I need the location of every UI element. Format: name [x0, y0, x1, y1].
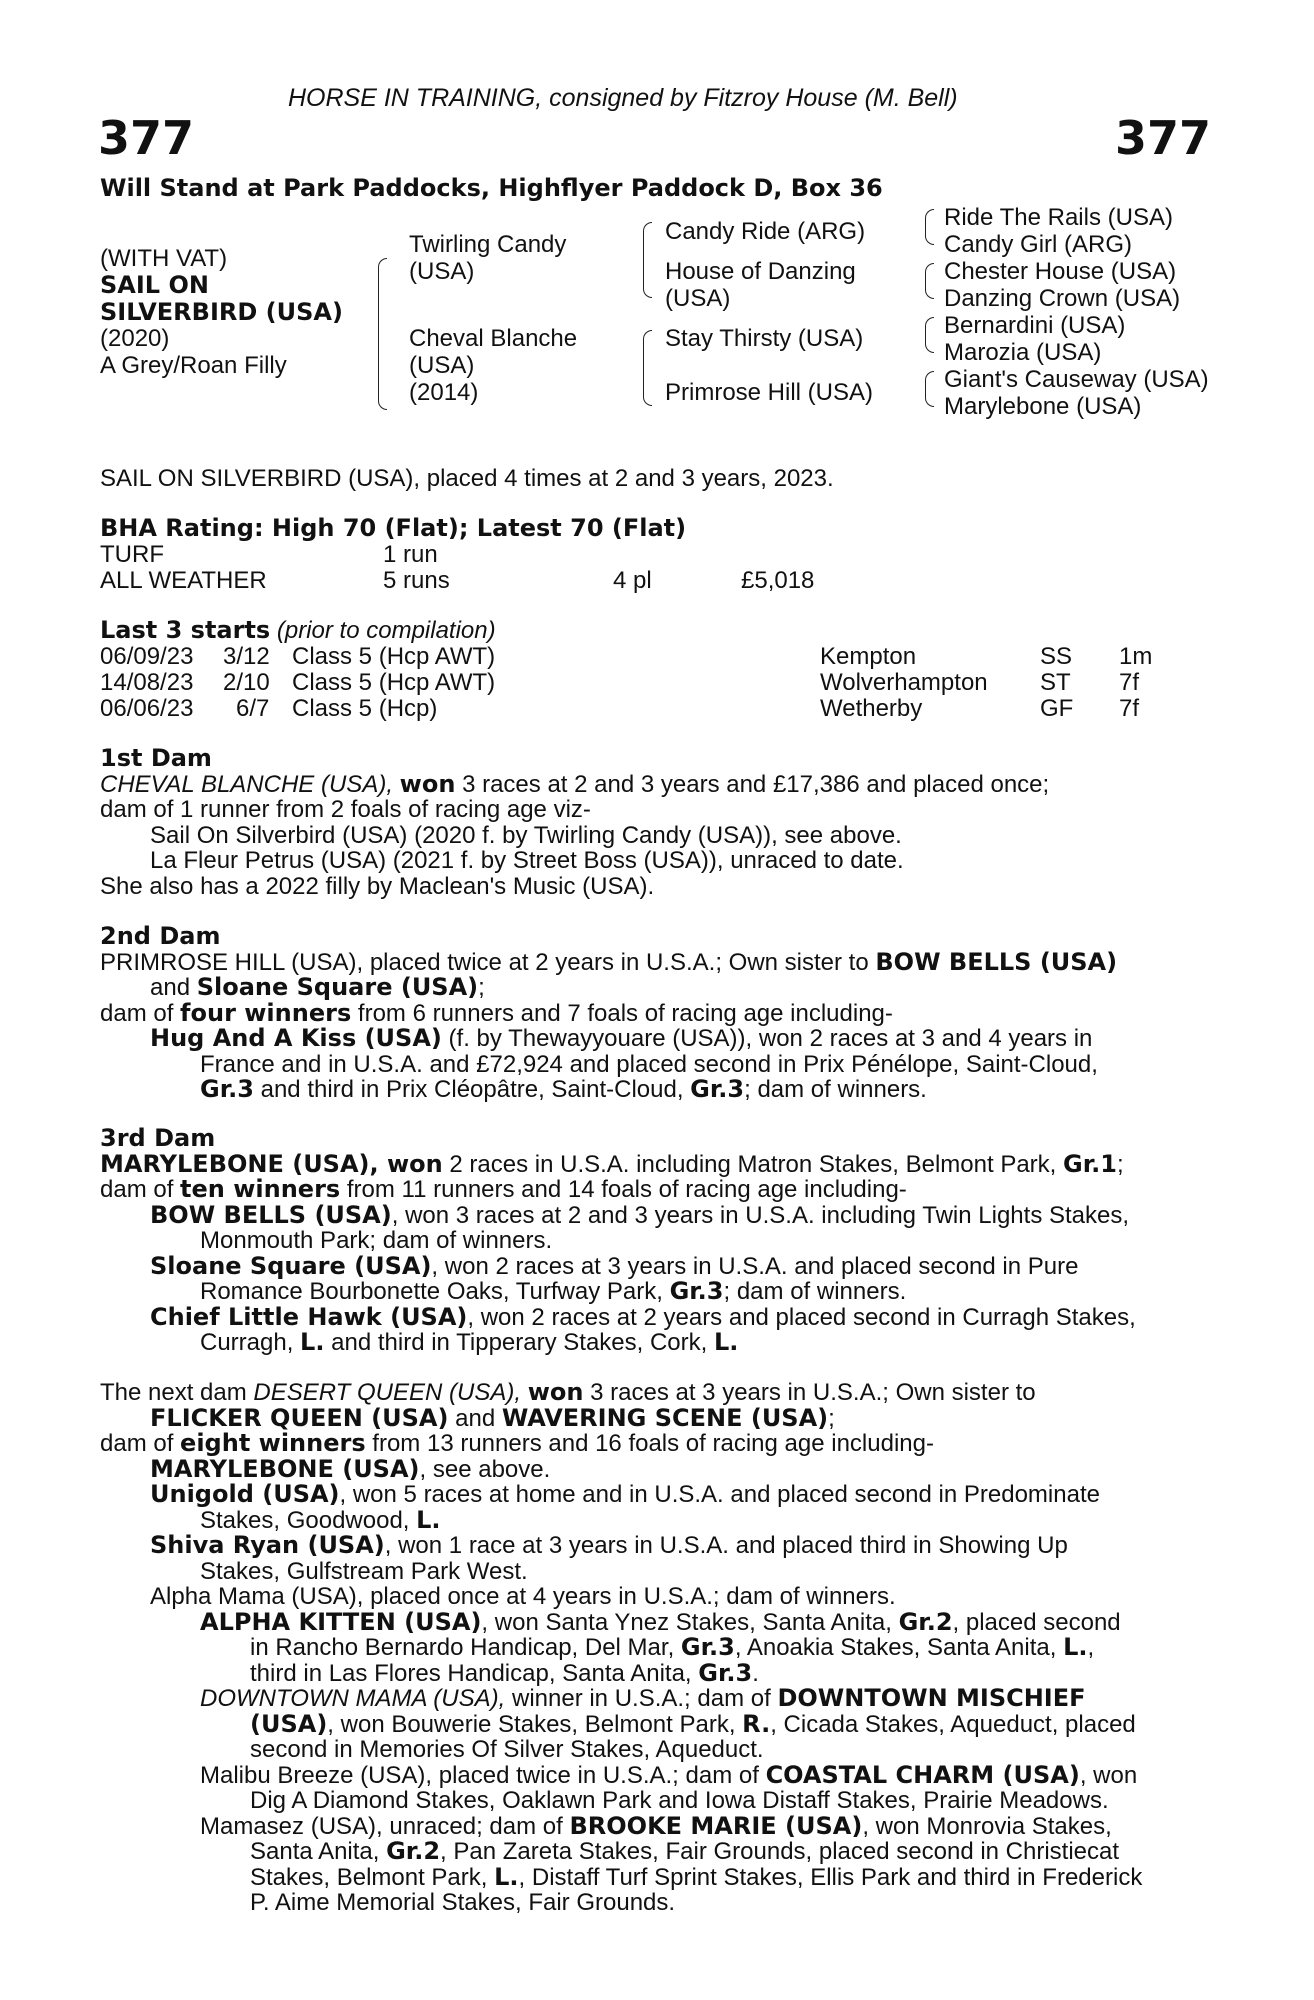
- start-class: Class 5 (Hcp AWT): [292, 669, 496, 696]
- start-pos: 3/12: [223, 643, 270, 670]
- horse-name-line2: SILVERBIRD (USA): [100, 298, 343, 326]
- dam-sire: Stay Thirsty (USA): [665, 325, 864, 352]
- last-starts-header: [100, 618, 496, 644]
- grade: Gr.3: [669, 1277, 724, 1305]
- sire-dam-dam: Danzing Crown (USA): [944, 285, 1181, 312]
- text: , Anoakia Stakes, Santa Anita,: [734, 1634, 1057, 1661]
- stand-location: Will Stand at Park Paddocks, Highflyer Paddock D, Box 36: [100, 174, 883, 202]
- produce-unigold-l1: [100, 1482, 1206, 1508]
- start-date: 06/06/23: [100, 695, 194, 722]
- produce-mamasez-l2: [100, 1839, 1206, 1865]
- sire-dam-line2: (USA): [665, 285, 731, 312]
- text: dam of: [100, 1430, 174, 1457]
- text: Stakes, Belmont Park,: [250, 1863, 488, 1891]
- text: , won Bouwerie Stakes, Belmont Park,: [327, 1710, 736, 1738]
- horse-name-line1: SAIL ON: [100, 271, 209, 299]
- sire-sire-sire: Ride The Rails (USA): [944, 204, 1173, 231]
- rating-aw-prize: £5,018: [741, 567, 815, 594]
- bold-horse: Hug And A Kiss (USA): [150, 1024, 442, 1052]
- grade: Gr.3: [680, 1633, 735, 1661]
- text: ; dam of winners.: [723, 1278, 907, 1305]
- text: dam of: [100, 1176, 174, 1203]
- text: and: [455, 1404, 496, 1432]
- text: , see above.: [419, 1455, 551, 1483]
- sire-sire: Candy Ride (ARG): [665, 218, 866, 245]
- first-dam-record: 3 races at 2 and 3 years and £17,386 and placed once;: [462, 770, 1050, 798]
- bold-horse: (USA): [250, 1709, 328, 1738]
- second-dam-produce-l3: [100, 1077, 1206, 1103]
- first-dam-line5: She also has a 2022 filly by Maclean's Music (USA).: [100, 872, 655, 900]
- text: (f. by Thewayyouare (USA)), won 2 races at 3 and 4 years in: [448, 1025, 1093, 1052]
- second-dam-line2: [100, 975, 1206, 1001]
- dam-line3: (2014): [409, 379, 479, 406]
- bold-horse: BOW BELLS (USA): [150, 1200, 392, 1229]
- produce-malibu-l1: [100, 1760, 1206, 1789]
- dam-dam-sire: Giant's Causeway (USA): [944, 366, 1209, 393]
- start-class: Class 5 (Hcp AWT): [292, 643, 496, 670]
- brace-sire: [643, 222, 652, 298]
- produce-marylebone: [100, 1454, 1206, 1483]
- sire-line1: Twirling Candy: [409, 231, 567, 258]
- bold-horse: FLICKER QUEEN (USA): [150, 1403, 449, 1432]
- grade: Gr.2: [386, 1837, 441, 1865]
- bold-horse: Chief Little Hawk (USA): [150, 1302, 468, 1331]
- italic-horse: DESERT QUEEN (USA),: [253, 1379, 522, 1406]
- text: from 6 runners and 7 foals of racing age including-: [357, 999, 893, 1027]
- text: , Pan Zareta Stakes, Fair Grounds, placed second in Christiecat: [440, 1838, 1120, 1865]
- bha-rating: BHA Rating: High 70 (Flat); Latest 70 (Flat): [100, 514, 687, 542]
- produce-alpha-kitten-l1: [100, 1607, 1206, 1636]
- third-dam-heading: 3rd Dam: [100, 1124, 216, 1152]
- bold-text: four winners: [180, 998, 352, 1027]
- start-course: Kempton: [820, 643, 917, 670]
- produce-bow-bells-l1: [100, 1200, 1206, 1229]
- rating-aw-placed: 4 pl: [613, 567, 652, 594]
- text: , Distaff Turf Sprint Stakes, Ellis Park and third in Frederick: [518, 1863, 1143, 1891]
- bold-horse: BOW BELLS (USA): [875, 947, 1118, 976]
- second-dam-section: [100, 924, 1206, 1103]
- first-dam-section: [100, 746, 1206, 899]
- vat-note: (WITH VAT): [100, 245, 228, 272]
- produce-unigold-l2: [100, 1505, 1206, 1534]
- dam-line2: (USA): [409, 352, 475, 379]
- text: from 11 runners and 14 foals of racing age including-: [346, 1176, 907, 1203]
- third-dam-section: [100, 1126, 1206, 1356]
- second-dam-line1: [100, 947, 1206, 976]
- produce-mamasez-l1: [100, 1811, 1206, 1840]
- italic-horse: DOWNTOWN MAMA (USA),: [200, 1685, 506, 1712]
- text: , won 3 races at 2 and 3 years in U.S.A. including Twin Lights Stakes,: [391, 1201, 1130, 1229]
- text: , won Santa Ynez Stakes, Santa Anita,: [481, 1608, 892, 1636]
- bold-horse: Shiva Ryan (USA): [150, 1531, 385, 1559]
- bold-horse: ALPHA KITTEN (USA): [200, 1607, 482, 1636]
- sire-dam-line1: House of Danzing: [665, 258, 856, 285]
- last-starts-title: Last 3 starts: [100, 616, 271, 644]
- produce-chief-l1: [100, 1302, 1206, 1331]
- text: Curragh,: [200, 1329, 294, 1356]
- grade: L.: [416, 1505, 441, 1534]
- grade: L.: [713, 1328, 739, 1356]
- text: , won 1 race at 3 years in U.S.A. and placed third in Showing Up: [384, 1532, 1068, 1559]
- text: , won 2 races at 2 years and placed second in Curragh Stakes,: [467, 1303, 1136, 1331]
- next-dam-line2: [100, 1403, 1206, 1432]
- foaling-year: (2020): [100, 325, 170, 352]
- won-label: won: [399, 769, 456, 798]
- text: .: [752, 1659, 759, 1687]
- text: dam of: [100, 999, 174, 1027]
- text: , won: [1079, 1761, 1138, 1789]
- sire-sire-dam: Candy Girl (ARG): [944, 231, 1133, 258]
- brace-ss: [925, 209, 934, 245]
- first-dam-name: CHEVAL BLANCHE (USA),: [100, 770, 393, 798]
- bold-text: ten winners: [180, 1175, 341, 1203]
- grade: Gr.3: [200, 1075, 254, 1103]
- text: Malibu Breeze (USA), placed twice in U.S.A.; dam of: [200, 1761, 759, 1789]
- next-dam-line3: [100, 1431, 1206, 1457]
- produce-chief-l2: [100, 1330, 1206, 1356]
- won-label: won: [527, 1378, 584, 1406]
- sire-line2: (USA): [409, 258, 475, 285]
- second-dam-heading: 2nd Dam: [100, 922, 221, 950]
- bold-horse: BROOKE MARIE (USA): [569, 1811, 863, 1840]
- text: PRIMROSE HILL (USA), placed twice at 2 years in U.S.A.; Own sister to: [100, 948, 869, 976]
- produce-malibu-l2: Dig A Diamond Stakes, Oaklawn Park and Iowa Distaff Stakes, Prairie Meadows.: [250, 1787, 1109, 1814]
- text: ;: [478, 974, 485, 1001]
- last-starts-note: (prior to compilation): [276, 617, 496, 644]
- first-dam-line2: dam of 1 runner from 2 foals of racing age viz-: [100, 796, 591, 823]
- race-summary: SAIL ON SILVERBIRD (USA), placed 4 times at 2 and 3 years, 2023.: [100, 465, 834, 492]
- horse-description: A Grey/Roan Filly: [100, 352, 287, 379]
- text: The next dam: [100, 1379, 247, 1406]
- sire-dam-sire: Chester House (USA): [944, 258, 1177, 285]
- bold-horse: MARYLEBONE (USA): [150, 1454, 420, 1483]
- grade: Gr.1: [1063, 1149, 1117, 1178]
- dam-sire-dam: Marozia (USA): [944, 339, 1102, 366]
- start-going: SS: [1040, 643, 1073, 670]
- produce-alpha-kitten-l3: [100, 1658, 1206, 1687]
- bold-horse: MARYLEBONE (USA): [100, 1149, 370, 1178]
- text: ,: [1087, 1634, 1095, 1661]
- consignment-line: HORSE IN TRAINING, consigned by Fitzroy House (M. Bell): [288, 84, 958, 112]
- text: , won 5 races at home and in U.S.A. and placed second in Predominate: [339, 1481, 1100, 1508]
- start-date: 06/09/23: [100, 643, 194, 670]
- produce-alpha-mama: Alpha Mama (USA), placed once at 4 years in U.S.A.; dam of winners.: [150, 1583, 896, 1610]
- lot-number-right: 377: [1115, 111, 1212, 165]
- lot-number-left: 377: [98, 111, 195, 165]
- first-dam-line1: [100, 769, 1206, 798]
- produce-mamasez-l4: P. Aime Memorial Stakes, Fair Grounds.: [250, 1889, 676, 1916]
- rating-turf-surface: TURF: [100, 541, 164, 568]
- start-going: GF: [1040, 695, 1074, 722]
- third-dam-line1: [100, 1149, 1206, 1178]
- text: Santa Anita,: [250, 1838, 380, 1865]
- produce-mamasez-l3: [100, 1862, 1206, 1891]
- rating-turf-runs: 1 run: [383, 541, 438, 568]
- bold-horse: Unigold (USA): [150, 1480, 340, 1508]
- brace-sd: [925, 263, 934, 299]
- brace-dd: [925, 371, 934, 407]
- grade: R.: [742, 1709, 771, 1738]
- next-dam-line1: [100, 1380, 1206, 1406]
- rating-aw-runs: 5 runs: [383, 567, 450, 594]
- produce-bow-bells-l2: Monmouth Park; dam of winners.: [200, 1227, 553, 1254]
- text: , won 2 races at 3 years in U.S.A. and placed second in Pure: [431, 1252, 1079, 1280]
- start-distance: 7f: [1119, 669, 1140, 696]
- dam-dam-dam: Marylebone (USA): [944, 393, 1142, 420]
- produce-sloane-l2: [100, 1279, 1206, 1305]
- bold-horse: WAVERING SCENE (USA): [501, 1403, 829, 1432]
- dam-dam: Primrose Hill (USA): [665, 379, 874, 406]
- second-dam-produce-l2: France and in U.S.A. and £72,924 and placed second in Prix Pénélope, Saint-Cloud,: [200, 1050, 1098, 1078]
- text: 3 races at 3 years in U.S.A.; Own sister to: [590, 1379, 1036, 1406]
- text: , placed second: [952, 1608, 1121, 1636]
- brace-dam: [643, 330, 652, 406]
- grade: L.: [494, 1862, 519, 1891]
- dam-line1: Cheval Blanche: [409, 325, 578, 352]
- text: in Rancho Bernardo Handicap, Del Mar,: [250, 1634, 675, 1661]
- grade: Gr.2: [898, 1607, 953, 1636]
- grade: L.: [1063, 1633, 1088, 1661]
- bold-horse: Sloane Square (USA): [196, 973, 479, 1001]
- start-distance: 7f: [1119, 695, 1140, 722]
- produce-downtown-l2: [100, 1709, 1206, 1738]
- text: Stakes, Goodwood,: [200, 1506, 410, 1534]
- text: Mamasez (USA), unraced; dam of: [200, 1812, 563, 1840]
- start-pos: 6/7: [236, 695, 270, 722]
- text: , Cicada Stakes, Aqueduct, placed: [770, 1710, 1136, 1738]
- won-label: , won: [369, 1149, 443, 1178]
- first-dam-produce-1: Sail On Silverbird (USA) (2020 f. by Twirling Candy (USA)), see above.: [150, 821, 902, 849]
- next-dam-section: [100, 1380, 1206, 1916]
- produce-shiva-l1: [100, 1533, 1206, 1559]
- text: and: [150, 974, 191, 1001]
- rating-aw-surface: ALL WEATHER: [100, 567, 267, 594]
- grade: Gr.3: [690, 1075, 745, 1103]
- brace-gen1: [378, 258, 387, 410]
- start-course: Wolverhampton: [820, 669, 988, 696]
- text: from 13 runners and 16 foals of racing age including-: [372, 1430, 934, 1457]
- first-dam-heading: 1st Dam: [100, 744, 212, 772]
- bold-horse: DOWNTOWN MISCHIEF: [777, 1684, 1086, 1712]
- text: ; dam of winners.: [744, 1076, 927, 1103]
- second-dam-produce-l1: [100, 1026, 1206, 1052]
- first-dam-produce-2: La Fleur Petrus (USA) (2021 f. by Street Boss (USA)), unraced to date.: [150, 847, 904, 874]
- produce-alpha-kitten-l2: [100, 1635, 1206, 1661]
- text: winner in U.S.A.; dam of: [511, 1685, 771, 1712]
- grade: L.: [300, 1328, 325, 1356]
- start-going: ST: [1040, 669, 1071, 696]
- text: , won Monrovia Stakes,: [862, 1812, 1112, 1840]
- text: ;: [1116, 1150, 1124, 1178]
- bold-horse: Sloane Square (USA): [150, 1251, 432, 1280]
- produce-shiva-l2: Stakes, Gulfstream Park West.: [200, 1557, 528, 1585]
- text: Romance Bourbonette Oaks, Turfway Park,: [200, 1278, 663, 1305]
- third-dam-line2: [100, 1177, 1206, 1203]
- dam-sire-sire: Bernardini (USA): [944, 312, 1126, 339]
- bold-horse: COASTAL CHARM (USA): [765, 1760, 1080, 1789]
- produce-downtown-l3: second in Memories Of Silver Stakes, Aqueduct.: [250, 1736, 764, 1763]
- start-pos: 2/10: [223, 669, 270, 696]
- start-course: Wetherby: [820, 695, 923, 722]
- start-distance: 1m: [1119, 643, 1153, 670]
- text: 2 races in U.S.A. including Matron Stakes, Belmont Park,: [449, 1150, 1057, 1178]
- grade: Gr.3: [698, 1658, 753, 1687]
- start-class: Class 5 (Hcp): [292, 695, 438, 722]
- text: and third in Prix Cléopâtre, Saint-Cloud,: [260, 1076, 684, 1103]
- text: third in Las Flores Handicap, Santa Anita,: [250, 1659, 692, 1687]
- brace-ds: [925, 317, 934, 353]
- second-dam-line3: [100, 998, 1206, 1027]
- text: ;: [828, 1404, 835, 1432]
- text: and third in Tipperary Stakes, Cork,: [331, 1329, 708, 1356]
- bold-text: eight winners: [180, 1429, 366, 1457]
- produce-sloane-l1: [100, 1251, 1206, 1280]
- produce-downtown-l1: [100, 1686, 1206, 1712]
- start-date: 14/08/23: [100, 669, 194, 696]
